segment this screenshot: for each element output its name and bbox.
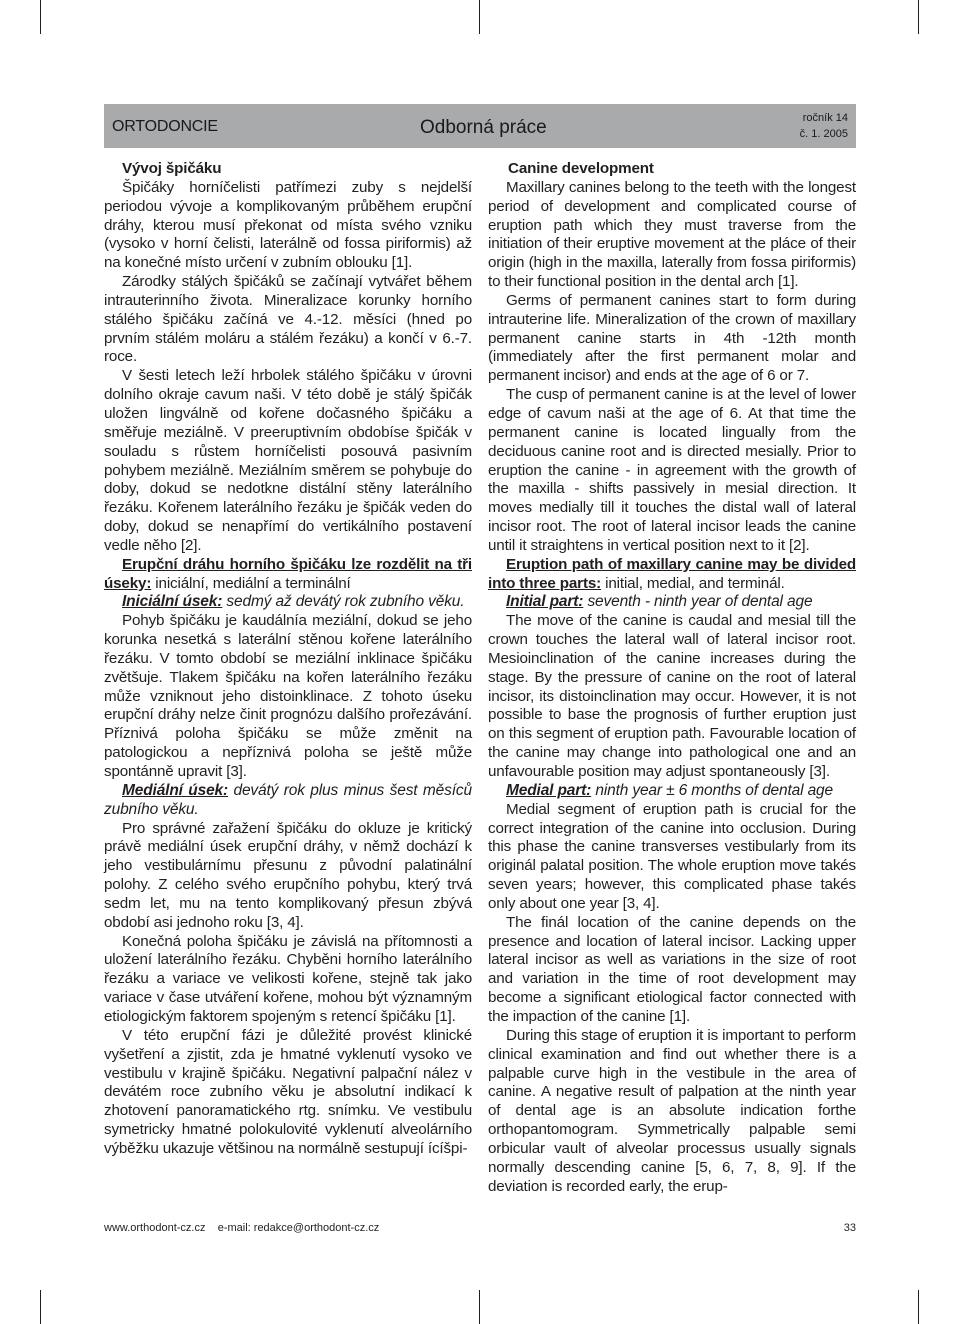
czech-column [104,160,472,1159]
english-initial-text: seventh - ninth year of dental age [583,593,813,611]
czech-paragraph-1: Špičáky horníčelisti patřímezi zuby s nejdelší periodou vývoje a komplikovaným průběhem erupční dráhy, kterou musí překonat od místa svého vzniku (vysoko v horní čelisti, laterálně od fossa piriformis) až na konečné místo určení v zubním oblouku [1]. [104,178,472,272]
issue-info [800,110,848,142]
english-medial-subheading [488,782,856,801]
email-link[interactable]: e-mail: redakce@orthodont-cz.cz [217,1222,380,1234]
czech-medial-label: Mediální úsek: [122,781,229,799]
english-initial-label: Initial part: [506,593,584,611]
english-eruption-intro [488,556,856,594]
czech-eruption-intro [104,556,472,594]
czech-initial-subheading [104,593,472,612]
english-paragraph-5: The move of the canine is caudal and mesial till the crown touches the lateral wall of lateral incisor root. Mesioinclination of the canine increases during the stage. By the pressure of canine on the root of lateral incisor, its distoinclination may occur. However, it is not possible to base the prognosis of further eruption just on this segment of eruption path. Favourable location of the canine may change into pathological one and an unfavourable position may adjust spontaneously [3]. [488,612,856,780]
english-paragraph-3: The cusp of permanent canine is at the level of lower edge of cavum naši at the age of 6. At that time the permanent canine is located lingually from the deciduous canine root and is directed mesially. Prior to eruption the canine - in agreement with the growth of the maxilla - shifts passively in mesial direction. It moves medially till it touches the distal wall of lateral incisor root. The root of lateral incisor leads the canine until it straightens in vertical position next to it [2]. [488,386,856,554]
english-eruption-parts: initial, medial, and terminál. [601,574,785,592]
english-initial-subheading [488,593,856,612]
crop-mark-bottom-center [479,1290,480,1324]
english-paragraph-2: Germs of permanent canines start to form during intrauterine life. Mineralization of the crown of maxillary permanent canine starts in 4th -12th month (immediately after the first permanent molar and permanent incisor) and ends at the age of 6 or 7. [488,291,856,385]
czech-paragraph-2: Zárodky stálých špičáků se začínají vytvářet během intrauterinního života. Mineralizace korunky horního stálého špičáku začíná ve 4.-12. měsíci (hned po prvním stálém moláru a stálém řezáku) a končí v 6.-7. roce. [104,273,472,366]
czech-paragraph-6: Pro správné zařažení špičáku do okluze je kritický právě mediální úsek erupční dráhy, v němž dochází k jeho vestibulárnímu přesunu z původní palatinální polohy. Z celého svého erupčního pohybu, který trvá sedm let, mu na tento komplikovaný přesun zbývá období asi jednoho roku [3, 4]. [104,819,472,931]
english-title: Canine development [508,160,654,177]
czech-paragraph-8: V této erupční fázi je důležité provést klinické vyšetření a zjistit, zda je hmatné vyklenutí vysoko ve vestibulu v krajině špičáku. Negativní palpační nález v devátém roce zubního věku je absolutní indikací k zhotovení panoramatického rtg. snímku. Ve vestibulu symetricky hmatné polokulovité vyklenutí alveolárního výběžku ukazuje většinou na normálně sestupují ícíšpi- [104,1026,472,1157]
english-medial-text: ninth year ± 6 months of dental age [591,781,833,799]
czech-title: Vývoj špičáku [122,160,222,177]
czech-paragraph-5: Pohyb špičáku je kaudálnía meziální, dokud se jeho korunka nesetká s laterální stěnou kořene laterálního řezáku. V tomto období se meziální inklinace špičáku zvětšuje. Tlakem špičáku na kořen laterálního řezáku může vzniknout jeho distoinklinace. Z tohoto úseku erupční dráhy nelze činit prognózu dalšího prořezávání. Příznivá poloha špičáku se může změnit na patologickou a nepříznivá poloha se ještě může spontánně upravit [3]. [104,612,472,780]
page-header [104,104,856,148]
category-name: Odborná práce [420,117,547,138]
czech-medial-text: devátý rok plus minus šest měsíců zubního věku. [104,781,472,818]
czech-eruption-heading: Erupční dráhu horního špičáku lze rozdělit na tři úseky: [104,555,472,592]
english-medial-label: Medial part: [506,781,592,799]
crop-mark-top-left [40,0,41,34]
crop-mark-top-right [918,0,919,34]
website-link[interactable]: www.orthodont-cz.cz [104,1222,206,1234]
section-name: ORTODONCIE [112,118,218,135]
english-paragraph-6: Medial segment of eruption path is crucial for the correct integration of the canine into occlusion. During this phase the canine transverses vestibularly from its originál palatal position. The whole eruption move takés seven years; however, this complicated phase takés only about one year [3, 4]. [488,800,856,912]
page-number: 33 [843,1222,856,1234]
english-paragraph-8: During this stage of eruption it is important to perform clinical examination and find out whether there is a palpable curve high in the vestibule in the area of canine. A negative result of palpation at the ninth year of dental age is an absolute indication forthe orthopantomogram. Symmetrically palpable semi orbicular vault of alveolar processus usually signals normally descending canine [5, 6, 7, 8, 9]. If the deviation is recorded early, the erup- [488,1026,856,1195]
crop-mark-top-center [479,0,480,34]
crop-mark-bottom-right [918,1290,919,1324]
czech-eruption-parts: iniciální, mediální a terminální [151,574,351,592]
czech-initial-text: sedmý až devátý rok zubního věku. [222,593,465,611]
crop-mark-bottom-left [40,1290,41,1324]
issue-label: č. 1. 2005 [799,128,848,140]
english-paragraph-7: The finál location of the canine depends on the presence and location of lateral incisor. Lacking upper lateral incisor as well as variations in the size of root and variation in the time of root development may become a significant etiological factor connected with the impaction of the canine [1]. [488,913,856,1025]
czech-initial-label: Iniciální úsek: [122,593,223,611]
czech-paragraph-7: Konečná poloha špičáku je závislá na přítomnosti a uložení laterálního řezáku. Chyběni horního laterálního řezáku a variace ve velikosti kořene, stejně tak jako variace v čase utváření kořene, mohou být významným etiologickým faktorem spojeným s retencí špičáku [1]. [104,932,472,1025]
english-paragraph-1: Maxillary canines belong to the teeth with the longest period of development and complicated course of eruption path which they must traverse from the initiation of their eruptive movement at the pláce of their origin (high in the maxilla, laterally from fossa piriformis) to their functional position in the dental arch [1]. [488,178,856,291]
english-column [488,160,856,1196]
page-footer [104,1222,856,1234]
czech-medial-subheading [104,782,472,820]
english-eruption-heading: Eruption path of maxillary canine may be divided into three parts: [488,555,856,592]
czech-paragraph-3: V šesti letech leží hrbolek stálého špičáku v úrovni dolního okraje cavum naši. V této době je stálý špičák uložen lingválně od kořene dočasného špičáku a směřuje meziálně. V preeruptivním obdobíse špičák v souladu s růstem horníčelisti posouvá pasivním pohybem meziálně. Meziálním směrem se pohybuje do doby, dokud se nedotkne distální stěny laterálního řezáku. Kořenem laterálního řezáku je špičák veden do doby, dokud se nenapřímí do vertikálního postavení vedle něho [2]. [104,367,472,554]
volume-label: ročník 14 [802,112,848,124]
